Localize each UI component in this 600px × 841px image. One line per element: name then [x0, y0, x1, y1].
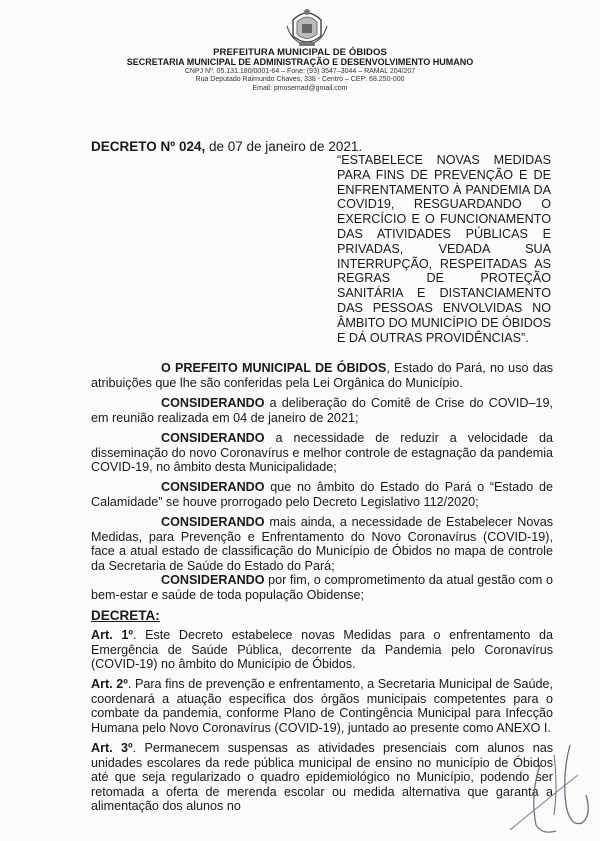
considerando-3 — [91, 480, 553, 509]
considerando-5 — [91, 573, 553, 602]
considerando-label: CONSIDERANDO — [161, 480, 265, 494]
considerando-text: a necessidade de reduzir a velocidade da disseminação do novo Coronavírus e melhor controle de estagnação da pandemia COVID-19, no âmbito desta Municipalidade; — [91, 431, 553, 474]
article-text: . Este Decreto estabelece novas Medidas para o enfrentamento da Emergência de Saúde Pública, decorrente da Pandemia pelo Coronavírus (COVID-19) no âmbito do Município de Óbidos. — [91, 628, 554, 671]
header-address: Rua Deputado Raimundo Chaves, 338 - Centro – CEP: 68.250-000 — [195, 76, 405, 83]
article-label: Art. 3º — [91, 741, 133, 755]
header-dept: SECRETARIA MUNICIPAL DE ADMINISTRAÇÃO E DESENVOLVIMENTO HUMANO — [126, 57, 474, 67]
article-text: . Permanecem suspensas as atividades presenciais com alunos nas unidades escolares da rede pública municipal de ensino no município de Óbidos até que seja regularizado o quadro epidemiológico no Município, podendo ser retomada a oferta de merenda escolar ou medida alternativa que garanta a alimentação dos alunos no — [91, 741, 553, 813]
article-1 — [91, 628, 553, 672]
header-org: PREFEITURA MUNICIPAL DE ÓBIDOS — [213, 47, 387, 58]
preamble — [91, 361, 553, 390]
decree-number: DECRETO Nº 024, — [91, 139, 206, 154]
decree-title — [91, 139, 362, 154]
considerando-label: CONSIDERANDO — [161, 431, 265, 445]
considerando-2 — [91, 431, 553, 475]
considerando-text: que no âmbito do Estado do Pará o “Estado de Calamidade” se houve prorrogado pelo Decreto Legislativo 112/2020; — [91, 480, 553, 509]
considerando-1 — [91, 396, 553, 425]
header-cnpj: CNPJ Nº. 05.131.180/0001-64 – Fone: (93) 3547–3044 – RAMAL 204/207 — [184, 68, 416, 75]
article-2 — [91, 677, 553, 735]
article-label: Art. 1º — [91, 628, 133, 642]
considerando-text: a deliberação do Comitê de Crise do COVID–19, em reunião realizada em 04 de janeiro de 2021; — [91, 396, 553, 425]
considerando-label: CONSIDERANDO — [161, 573, 265, 587]
header-email: Email: pmosemad@gmail.com — [252, 85, 348, 92]
decree-date: de 07 de janeiro de 2021. — [205, 139, 363, 154]
municipal-crest-icon — [283, 6, 331, 48]
considerando-label: CONSIDERANDO — [161, 515, 265, 529]
considerando-text: mais ainda, a necessidade de Estabelecer Novas Medidas, para Prevenção e Enfrentamento do Novo Coronavírus (COVID-19), face a atual estado de classificação do Município de Óbidos no mapa de controle da Secretaria de Saúde do Estado do Pará; — [91, 515, 553, 573]
decree-summary: “ESTABELECE NOVAS MEDIDAS PARA FINS DE PREVENÇÃO E DE ENFRENTAMENTO À PANDEMIA DA COVID19, RESGUARDANDO O EXERCÍCIO E O FUNCIONAMENTO DAS ATIVIDADES PÚBLICAS E PRIVADAS, VEDADA SUA INTERRUPÇÃO, RESPEITADAS AS REGRAS DE PROTEÇÃO SANITÁRIA E DISTANCIAMENTO DAS PESSOAS ENVOLVIDAS NO ÂMBITO DO MUNICÍPIO DE ÓBIDOS E DÁ OUTRAS PROVIDÊNCIAS”. — [337, 153, 551, 345]
preamble-text: , Estado do Pará, no uso das atribuições que lhe são conferidas pela Lei Orgânica do Município. — [91, 361, 553, 390]
considerando-label: CONSIDERANDO — [161, 396, 265, 410]
handwritten-signature — [470, 735, 595, 840]
preamble-bold: O PREFEITO MUNICIPAL DE ÓBIDOS — [161, 361, 387, 375]
article-label: Art. 2º — [91, 677, 128, 691]
article-text: . Para fins de prevenção e enfrentamento, a Secretaria Municipal de Saúde, coordenará a atuação específica dos órgãos municipais competentes para o combate da pandemia, conforme Plano de Contingência Municipal para Infecção Humana pelo Novo Coronavírus (COVID-19), juntado ao presente como ANEXO I. — [91, 677, 553, 735]
decreta-heading: DECRETA: — [91, 608, 160, 623]
considerando-text: por fim, o comprometimento da atual gestão com o bem-estar e saúde de toda população Obidense; — [91, 573, 553, 602]
considerando-4 — [91, 515, 553, 573]
